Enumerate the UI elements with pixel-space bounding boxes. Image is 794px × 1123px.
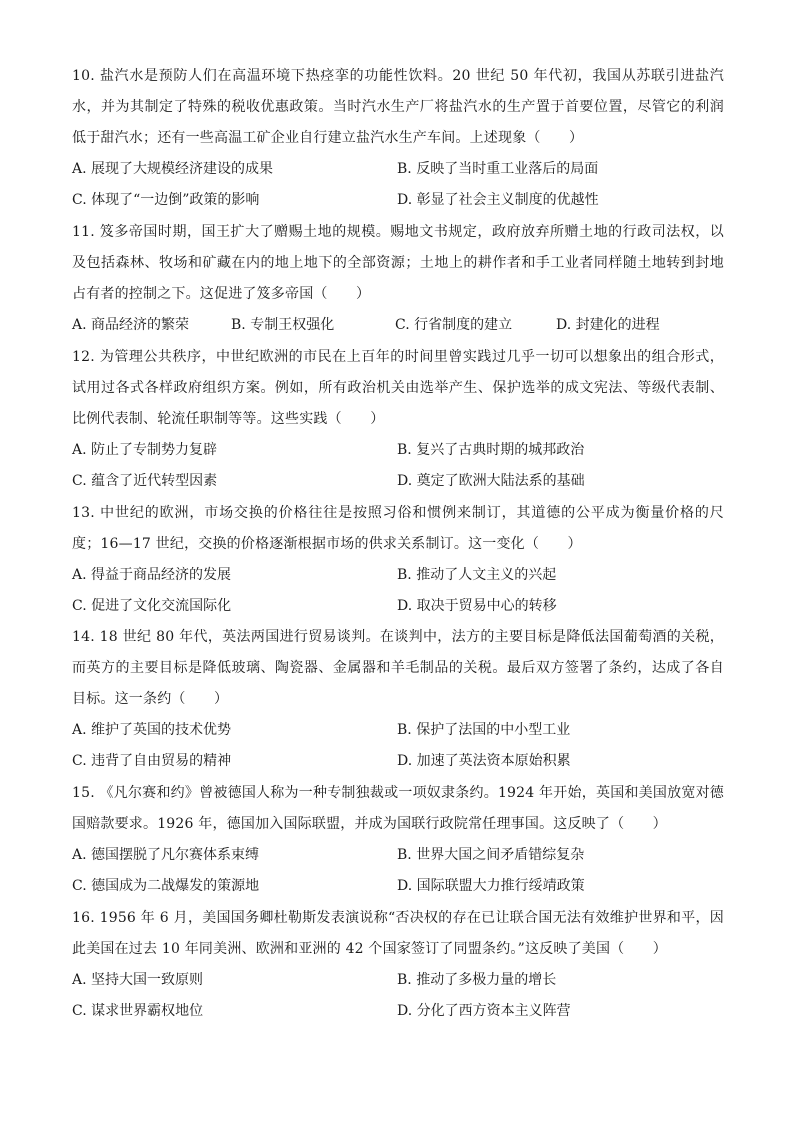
option-d[interactable]: D. 国际联盟大力推行绥靖政策 bbox=[397, 878, 585, 894]
option-b[interactable]: B. 推动了多极力量的增长 bbox=[397, 972, 557, 988]
option-group bbox=[72, 154, 724, 216]
option-d[interactable]: D. 奠定了欧洲大陆法系的基础 bbox=[397, 473, 585, 489]
question-11 bbox=[72, 217, 724, 341]
option-a[interactable]: A. 商品经济的繁荣 bbox=[72, 317, 190, 333]
option-a[interactable]: A. 维护了英国的技术优势 bbox=[72, 722, 232, 738]
option-b[interactable]: B. 推动了人文主义的兴起 bbox=[397, 567, 557, 583]
option-c[interactable]: C. 谋求世界霸权地位 bbox=[72, 1003, 204, 1019]
option-b[interactable]: B. 复兴了古典时期的城邦政治 bbox=[397, 442, 585, 458]
question-10 bbox=[72, 61, 724, 216]
option-d[interactable]: D. 彰显了社会主义制度的优越性 bbox=[397, 192, 599, 208]
question-16 bbox=[72, 903, 724, 1027]
question-stem: 15. 《凡尔赛和约》曾被德国人称为一种专制独裁或一项奴隶条约。1924 年开始，英国和美国放宽对德国赔款要求。1926 年，德国加入国际联盟，并成为国联行政院常任理事国。这反映了（ ） bbox=[72, 785, 724, 832]
option-c[interactable]: C. 体现了“一边倒”政策的影响 bbox=[72, 192, 260, 208]
option-b[interactable]: B. 世界大国之间矛盾错综复杂 bbox=[397, 847, 585, 863]
option-group bbox=[72, 560, 724, 622]
question-stem: 14. 18 世纪 80 年代，英法两国进行贸易谈判。在谈判中，法方的主要目标是降低法国葡萄酒的关税，而英方的主要目标是降低玻璃、陶瓷器、金属器和羊毛制品的关税。最后双方签署了条约，达成了各自目标。这一条约（ ） bbox=[72, 629, 724, 707]
question-stem: 16. 1956 年 6 月，美国国务卿杜勒斯发表演说称“否决权的存在已让联合国无法有效维护世界和平，因此美国在过去 10 年同美洲、欧洲和亚洲的 42 个国家签订了同盟条约。”这反映了美国（ ） bbox=[72, 910, 724, 957]
option-a[interactable]: A. 得益于商品经济的发展 bbox=[72, 567, 232, 583]
question-stem: 12. 为管理公共秩序，中世纪欧洲的市民在上百年的时间里曾实践过几乎一切可以想象出的组合形式，试用过各式各样政府组织方案。例如，所有政治机关由选举产生、保护选举的成文宪法、等级代表制、比例代表制、轮流任职制等等。这些实践（ ） bbox=[72, 349, 724, 427]
option-d[interactable]: D. 封建化的进程 bbox=[556, 317, 660, 333]
option-b[interactable]: B. 专制王权强化 bbox=[231, 317, 335, 333]
option-c[interactable]: C. 德国成为二战爆发的策源地 bbox=[72, 878, 260, 894]
option-group bbox=[72, 310, 724, 341]
option-group bbox=[72, 715, 724, 777]
option-b[interactable]: B. 反映了当时重工业落后的局面 bbox=[397, 161, 599, 177]
option-group bbox=[72, 965, 724, 1027]
option-a[interactable]: A. 坚持大国一致原则 bbox=[72, 972, 204, 988]
question-stem: 10. 盐汽水是预防人们在高温环境下热痉挛的功能性饮料。20 世纪 50 年代初，我国从苏联引进盐汽水，并为其制定了特殊的税收优惠政策。当时汽水生产厂将盐汽水的生产置于首要位置，尽管它的利润低于甜汽水；还有一些高温工矿企业自行建立盐汽水生产车间。上述现象（ ） bbox=[72, 68, 724, 146]
option-group bbox=[72, 840, 724, 902]
question-14 bbox=[72, 622, 724, 777]
option-a[interactable]: A. 德国摆脱了凡尔赛体系束缚 bbox=[72, 847, 260, 863]
question-13 bbox=[72, 498, 724, 622]
option-c[interactable]: C. 促进了文化交流国际化 bbox=[72, 598, 232, 614]
option-a[interactable]: A. 防止了专制势力复辟 bbox=[72, 442, 218, 458]
question-12 bbox=[72, 342, 724, 497]
question-stem: 11. 笈多帝国时期，国王扩大了赠赐土地的规模。赐地文书规定，政府放弃所赠土地的行政司法权，以及包括森林、牧场和矿藏在内的地上地下的全部资源；土地上的耕作者和手工业者同样随土地转到封地占有者的控制之下。这促进了笈多帝国（ ） bbox=[72, 224, 724, 302]
option-b[interactable]: B. 保护了法国的中小型工业 bbox=[397, 722, 571, 738]
option-group bbox=[72, 435, 724, 497]
option-c[interactable]: C. 违背了自由贸易的精神 bbox=[72, 753, 232, 769]
option-c[interactable]: C. 蕴含了近代转型因素 bbox=[72, 473, 218, 489]
option-d[interactable]: D. 加速了英法资本原始积累 bbox=[397, 753, 571, 769]
option-d[interactable]: D. 分化了西方资本主义阵营 bbox=[397, 1003, 571, 1019]
question-stem: 13. 中世纪的欧洲，市场交换的价格往往是按照习俗和惯例来制订，其道德的公平成为衡量价格的尺度；16—17 世纪，交换的价格逐渐根据市场的供求关系制订。这一变化（ ） bbox=[72, 505, 724, 552]
option-a[interactable]: A. 展现了大规模经济建设的成果 bbox=[72, 161, 274, 177]
question-15 bbox=[72, 778, 724, 902]
option-c[interactable]: C. 行省制度的建立 bbox=[395, 317, 513, 333]
option-d[interactable]: D. 取决于贸易中心的转移 bbox=[397, 598, 557, 614]
